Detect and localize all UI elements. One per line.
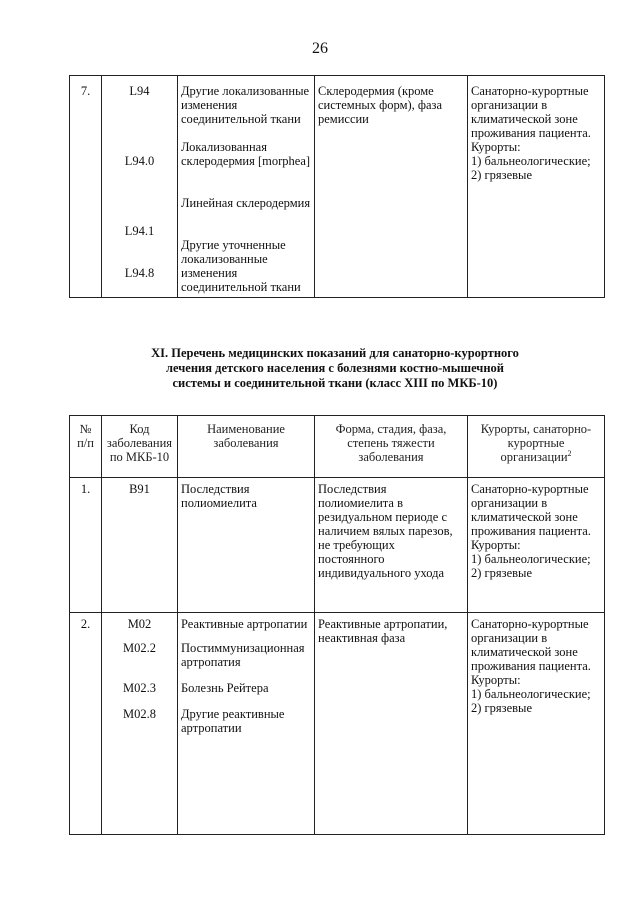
icd-code: M02.8 <box>123 707 156 721</box>
icd-code: L94.1 <box>124 224 155 238</box>
icd-code: L94.8 <box>124 266 155 280</box>
disease-name: Другие локализованные изменения соединительной ткани <box>181 84 310 126</box>
table-row <box>70 478 605 613</box>
disease-form-cell: Последствия полиомиелита в резидуальном периоде с наличием вялых парезов, не требующих постоянного индивидуального ухода <box>315 478 468 613</box>
resort-type-mud: 2) грязевые <box>471 168 532 182</box>
resorts-text: Санаторно-курортные организации в климатической зоне проживания пациента. Курорты: <box>471 482 591 552</box>
header-num: № п/п <box>70 416 102 478</box>
section-title-line: лечения детского населения с болезнями костно-мышечной <box>165 361 505 375</box>
disease-names-cell <box>178 613 315 835</box>
resort-type-balneo: 1) бальнеологические; <box>471 154 591 168</box>
disease-name: Реактивные артропатии <box>181 617 308 631</box>
header-code: Код заболевания по МКБ-10 <box>102 416 178 478</box>
row-number: 2. <box>70 613 102 835</box>
resorts-text: Санаторно-курортные организации в климатической зоне проживания пациента. Курорты: <box>471 617 591 687</box>
resort-type-mud: 2) грязевые <box>471 566 532 580</box>
row-number: 7. <box>70 76 102 298</box>
header-resorts <box>468 416 605 478</box>
disease-name: Локализованная склеродермия [morphea] <box>181 140 311 168</box>
resorts-cell <box>468 478 605 613</box>
resort-type-balneo: 1) бальнеологические; <box>471 552 591 566</box>
disease-names-cell <box>178 76 315 298</box>
resorts-cell <box>468 76 605 298</box>
disease-form-cell: Склеродермия (кроме системных форм), фаза ремиссии <box>315 76 468 298</box>
icd-codes-cell <box>102 613 178 835</box>
icd-code: M02.2 <box>123 641 156 655</box>
footnote-mark: 2 <box>567 448 572 458</box>
disease-name: Другие уточненные локализованные изменения соединительной ткани <box>181 238 301 294</box>
disease-name: Линейная склеродермия <box>181 196 311 210</box>
icd-code: L94 <box>129 84 150 98</box>
icd-codes-cell <box>102 76 178 298</box>
icd-code: M02 <box>127 617 152 631</box>
header-resorts-text: Курорты, санаторно-курортные организации <box>480 422 592 464</box>
disease-form-cell: Реактивные артропатии, неактивная фаза <box>315 613 468 835</box>
page-number: 26 <box>312 40 328 57</box>
top-table <box>69 75 605 298</box>
resort-type-mud: 2) грязевые <box>471 701 532 715</box>
resort-type-balneo: 1) бальнеологические; <box>471 687 591 701</box>
section-title-line: системы и соединительной ткани (класс XIII по МКБ-10) <box>172 376 498 390</box>
disease-name: Постиммунизационная артропатия <box>181 641 305 669</box>
header-form: Форма, стадия, фаза, степень тяжести заболевания <box>315 416 468 478</box>
table-row <box>70 76 605 298</box>
disease-name: Последствия полиомиелита <box>178 478 315 613</box>
section-title-line: XI. Перечень медицинских показаний для санаторно-курортного <box>151 346 519 360</box>
icd-code: L94.0 <box>124 154 155 168</box>
row-number: 1. <box>70 478 102 613</box>
main-table <box>69 415 605 835</box>
header-row <box>70 416 605 478</box>
icd-code: B91 <box>102 478 178 613</box>
icd-code: M02.3 <box>123 681 156 695</box>
resorts-text: Санаторно-курортные организации в климатической зоне проживания пациента. Курорты: <box>471 84 591 154</box>
header-name: Наименование заболевания <box>178 416 315 478</box>
resorts-cell <box>468 613 605 835</box>
table-row <box>70 613 605 835</box>
disease-name: Болезнь Рейтера <box>181 681 269 695</box>
section-title <box>110 346 560 391</box>
disease-name: Другие реактивные артропатии <box>181 707 285 735</box>
